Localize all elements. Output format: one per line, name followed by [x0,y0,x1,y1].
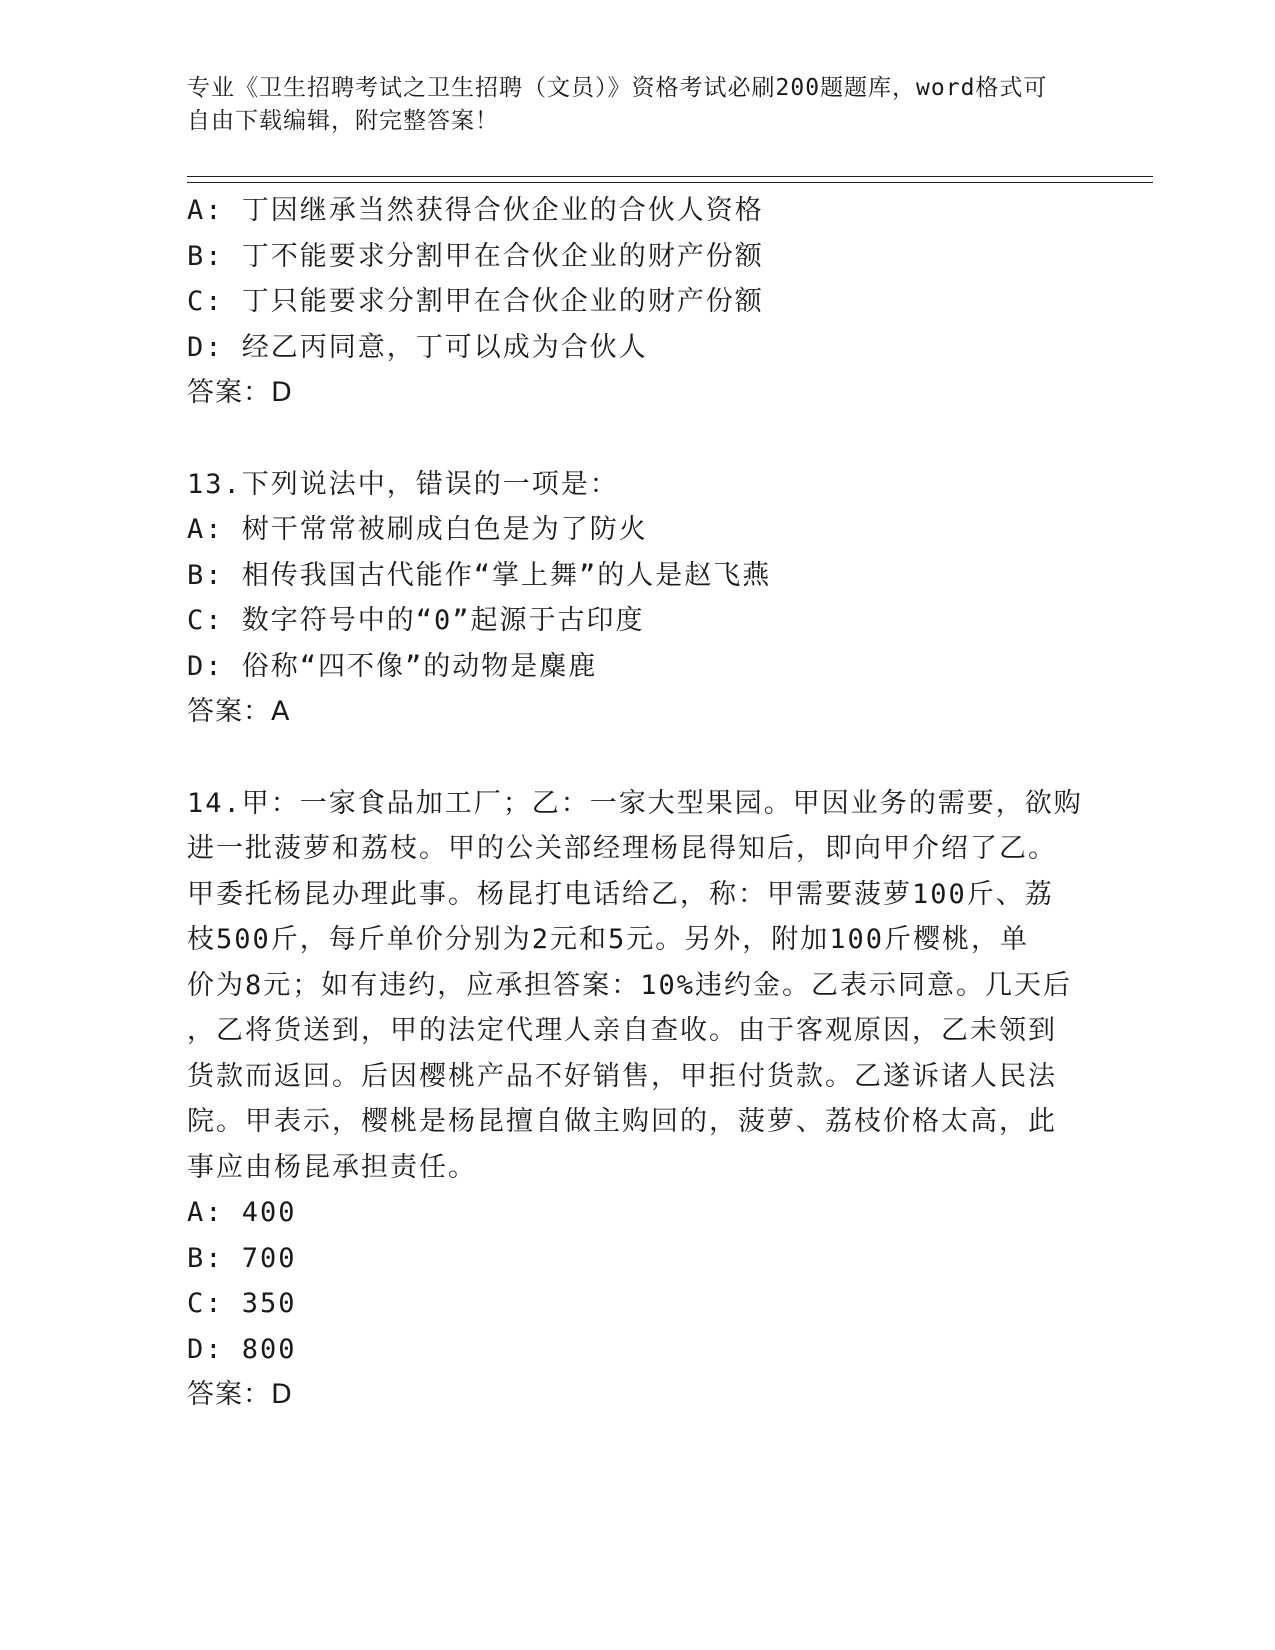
header-rule-top [187,176,1153,177]
spacer [187,416,1067,462]
option-b: B: 丁不能要求分割甲在合伙企业的财产份额 [187,240,764,272]
option-d: D: 俗称“四不像”的动物是麋鹿 [187,650,598,682]
option-b: B: 700 [187,1242,297,1274]
question-stem-line: ，乙将货送到，甲的法定代理人亲自查收。由于客观原因，乙未领到 [187,1015,1057,1046]
option-d: D: 经乙丙同意，丁可以成为合伙人 [187,331,648,363]
option-c: C: 丁只能要求分割甲在合伙企业的财产份额 [187,286,764,317]
option-c: C: 350 [187,1288,297,1319]
option-c: C: 数字符号中的“0”起源于古印度 [187,605,645,636]
spacer [187,735,1067,781]
question-stem-line: 价为8元；如有违约，应承担答案：10%违约金。乙表示同意。几天后 [187,969,1073,1001]
document-header: 专业《卫生招聘考试之卫生招聘（文员）》资格考试必刷200题题库，word格式可自由下载编辑，附完整答案！ [187,75,1048,134]
option-a: A: 丁因继承当然获得合伙企业的合伙人资格 [187,195,764,226]
option-a: A: 400 [187,1197,297,1228]
question-stem-line: 枝500斤，每斤单价分别为2元和5元。另外，附加100斤樱桃，单 [187,924,1030,955]
option-a: A: 树干常常被刷成白色是为了防火 [187,514,648,545]
question-body [187,188,1083,1418]
question-stem-line: 院。甲表示，樱桃是杨昆擅自做主购回的，菠萝、荔枝价格太高，此 [187,1106,1057,1137]
answer: 答案：D [187,1379,293,1410]
answer: 答案：A [187,696,291,727]
question-14 [187,781,1083,1418]
question-stem-line: 甲委托杨昆办理此事。杨昆打电话给乙，称：甲需要菠萝100斤、荔 [187,878,1054,910]
question-stem-line: 事应由杨昆承担责任。 [187,1151,477,1183]
question-stem-line: 进一批菠萝和荔枝。甲的公关部经理杨昆得知后，即向甲介绍了乙。 [187,833,1057,864]
header-rule-bottom [187,182,1153,183]
question-stem-line: 货款而返回。后因樱桃产品不好销售，甲拒付货款。乙遂诉诸人民法 [187,1060,1057,1092]
question-stem: 13.下列说法中，错误的一项是： [187,468,619,500]
option-b: B: 相传我国古代能作“掌上舞”的人是赵飞燕 [187,559,772,591]
option-d: D: 800 [187,1333,297,1365]
question-12 [187,188,1067,416]
question-13 [187,462,1067,735]
answer: 答案：D [187,377,293,408]
question-stem-line: 14.甲：一家食品加工厂；乙：一家大型果园。甲因业务的需要，欲购 [187,787,1083,819]
